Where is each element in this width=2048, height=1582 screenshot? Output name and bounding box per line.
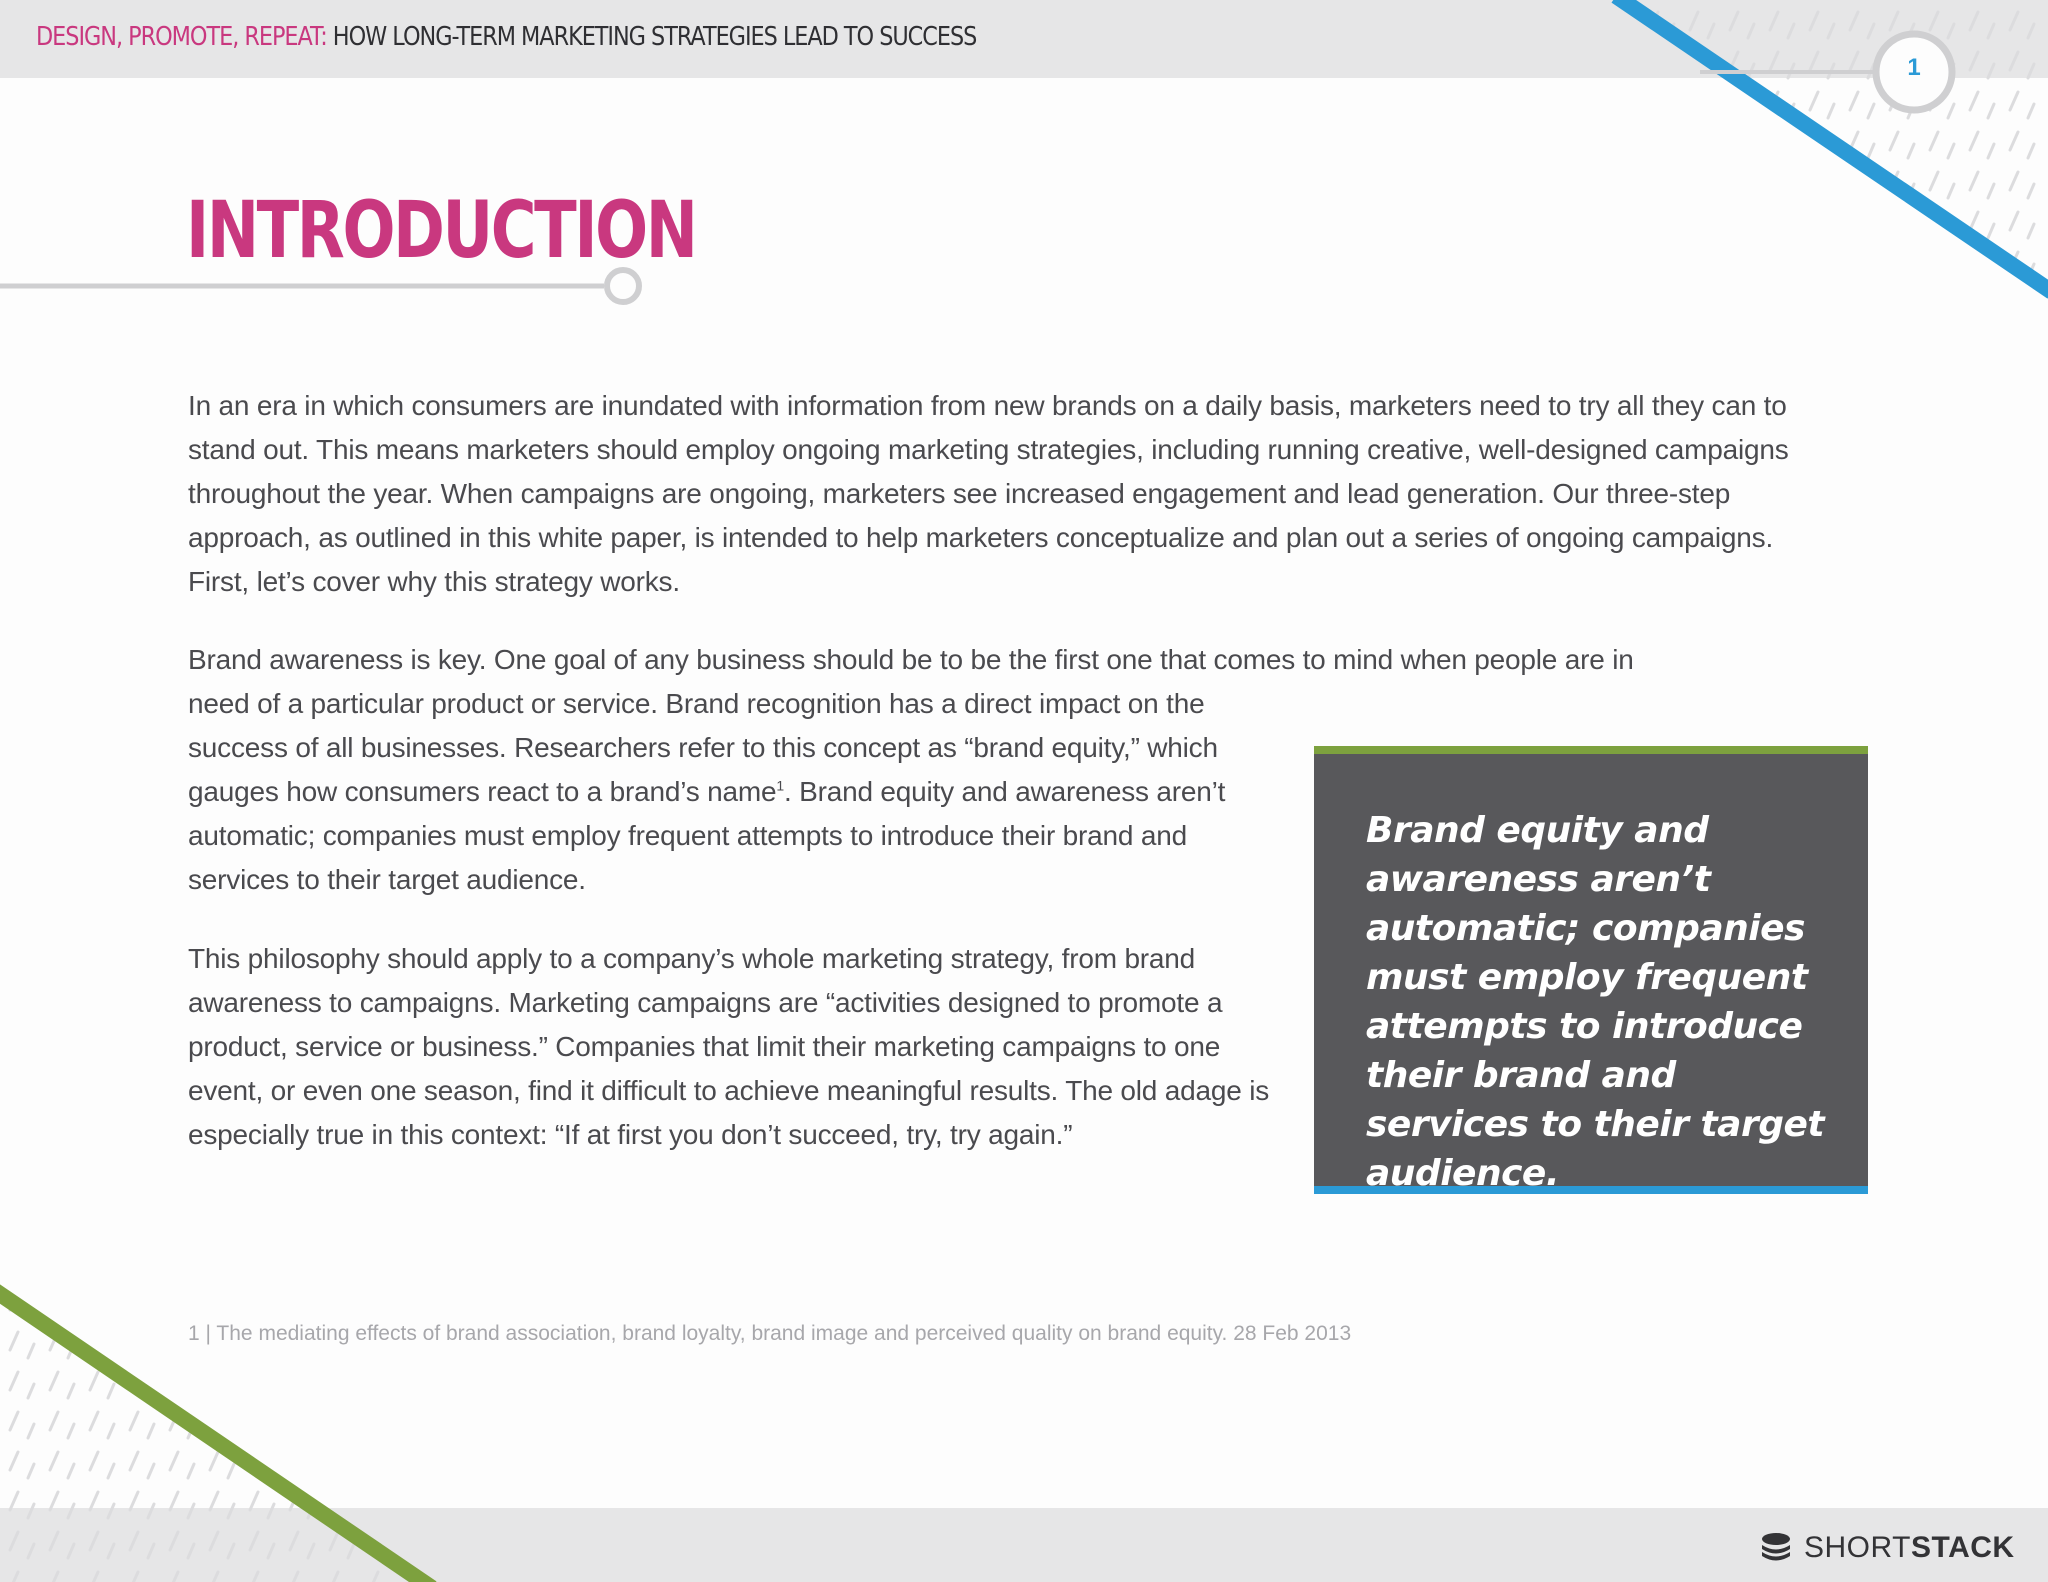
footnote-reference[interactable]: 1: [776, 777, 784, 794]
paragraph-3: This philosophy should apply to a company’s whole marketing strategy, from brand awareness to campaigns. Marketing campaigns are “activities designed to promote a product, service or business.” Companies that limit their marketing campaigns to one event, or even one season, find it difficult to achieve meaningful results. The old adage is especially true in this context: “If at first you don’t succeed, try, try again.”: [188, 943, 1270, 1150]
pull-quote: Brand equity and awareness aren’t automatic; companies must employ frequent attempts to introduce their brand and services to their target audience.: [1366, 810, 1825, 1194]
logo-text-bold: STACK: [1910, 1531, 2015, 1564]
pull-quote-box: [1314, 746, 1868, 1194]
paragraph-2-text-end: . Brand equity and awareness aren’t automatic; companies must employ frequent attempts to introduce their brand and services to their target audience.: [188, 776, 1226, 895]
shortstack-logo[interactable]: [1758, 1528, 2015, 1568]
page-number: 1: [1907, 54, 1921, 81]
document-title-main: HOW LONG-TERM MARKETING STRATEGIES LEAD TO SUCCESS: [332, 22, 977, 52]
paragraph-2-text: need of a particular product or service. Brand recognition has a direct impact on the success of all businesses. Researchers refer to this concept as “brand equity,” which gauges how consumers react to a brand’s name: [188, 688, 1218, 807]
section-title: INTRODUCTION: [186, 186, 696, 276]
footnote: 1 | The mediating effects of brand association, brand loyalty, brand image and perceived quality on brand equity. 28 Feb 2013: [188, 1322, 1352, 1345]
document-title-accent: DESIGN, PROMOTE, REPEAT:: [36, 22, 327, 52]
logo-text-light: SHORT: [1804, 1531, 1911, 1564]
paragraph-1: In an era in which consumers are inundated with information from new brands on a daily basis, marketers need to try all they can to stand out. This means marketers should employ ongoing marketing strategies, including running creative, well-designed campaigns throughout the year. When campaigns are ongoing, marketers see increased engagement and lead generation. Our three-step approach, as outlined in this white paper, is intended to help marketers conceptualize and plan out a series of ongoing campaigns. First, let’s cover why this strategy works.: [188, 390, 1789, 597]
logo-text: [1804, 1531, 2015, 1565]
paragraph-2-lead: Brand awareness is key. One goal of any business should be to be the first one that comes to mind when people are in: [188, 644, 1634, 675]
stack-icon: [1758, 1530, 1794, 1566]
bottom-corner-decoration: [0, 0, 480, 1582]
